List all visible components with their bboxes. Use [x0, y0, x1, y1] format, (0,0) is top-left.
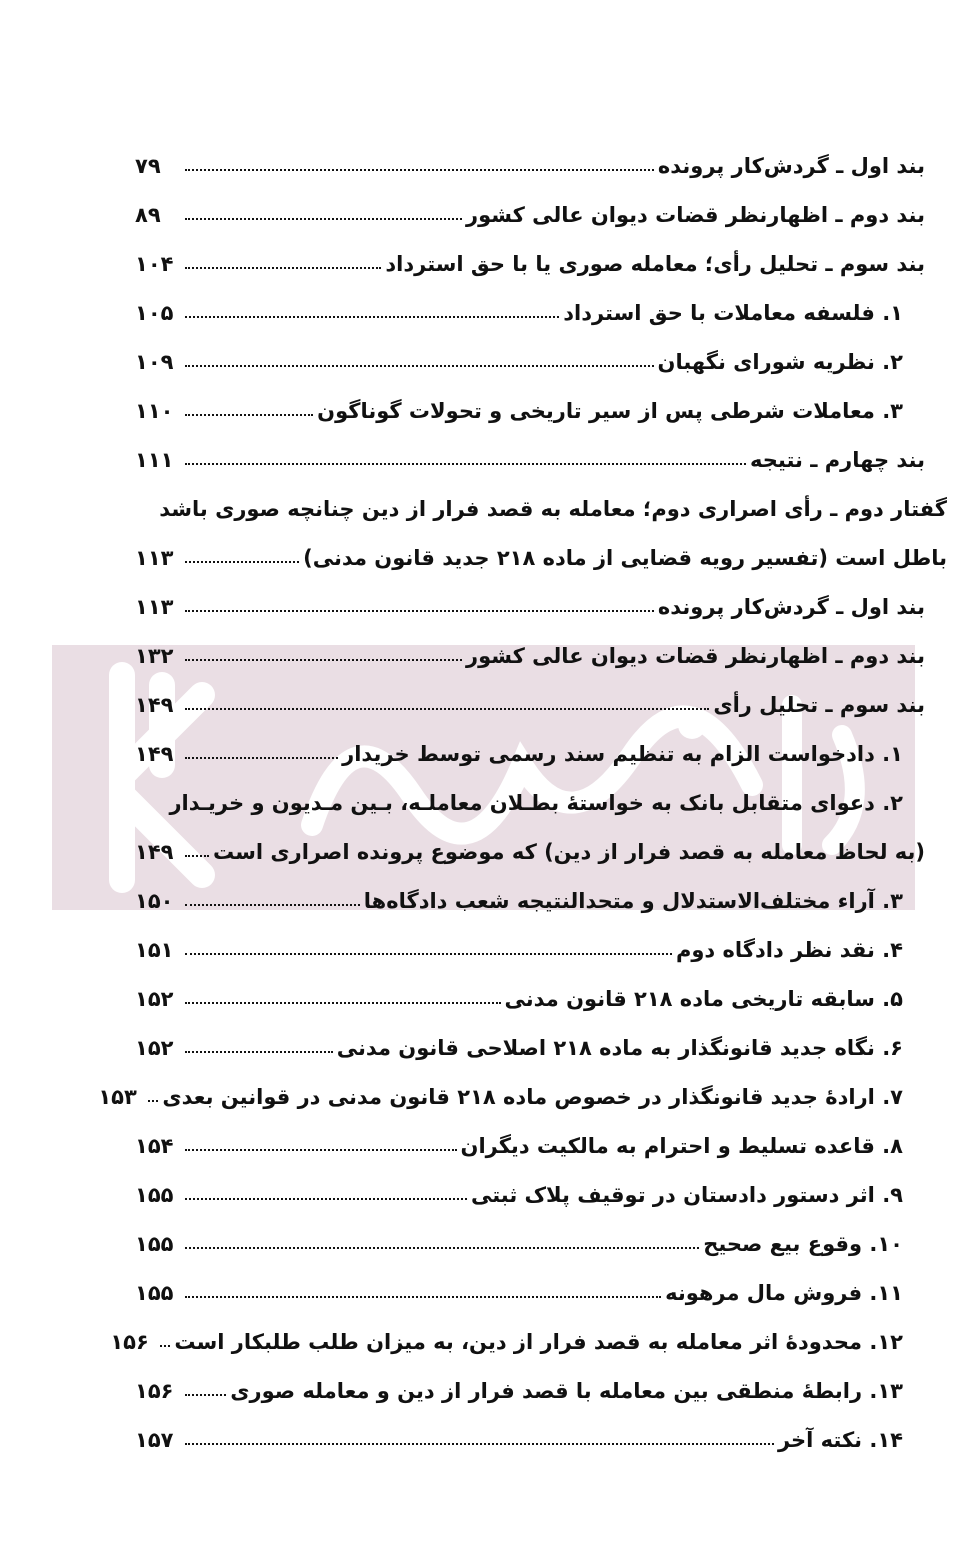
leader-dots [185, 1443, 774, 1445]
toc-title: بند اول ـ گردش‌کار پرونده [657, 595, 925, 619]
leader-dots [185, 169, 654, 171]
toc-page: ۱۴۹ [135, 840, 174, 864]
toc-title: ۳. معاملات شرطی پس از سیر تاریخی و تحولات گوناگون [317, 399, 903, 423]
toc-title: ۱۰. وقوع بیع صحیح [703, 1232, 903, 1256]
leader-dots [185, 1051, 333, 1053]
toc-page: ۱۰۴ [135, 252, 174, 276]
toc-title: ۱۳. رابطهٔ منطقی بین معامله با قصد فرار از دین و معامله صوری [230, 1379, 903, 1403]
leader-dots [185, 463, 746, 465]
toc-title: بند سوم ـ تحلیل رأی؛ معامله صوری یا با حق استرداد [385, 252, 925, 276]
toc-wrapped-title-line: گفتار دوم ـ رأی اصراری دوم؛ معامله به قصد فرار از دین چنانچه صوری باشد [159, 497, 947, 521]
toc-entry [135, 373, 925, 422]
leader-dots [185, 708, 709, 710]
leader-dots [185, 316, 559, 318]
toc-entry [135, 863, 925, 912]
leader-dots [185, 1002, 501, 1004]
toc-entry [135, 618, 925, 667]
toc-title: (به لحاظ معامله به قصد فرار از دین) که موضوع پرونده اصراری است [213, 840, 925, 864]
toc-title: بند چهارم ـ نتیجه [750, 448, 925, 472]
toc-entry [135, 1353, 925, 1402]
toc-page: ۱۴۹ [135, 693, 174, 717]
toc-title: ۴. نقد نظر دادگاه دوم [675, 938, 903, 962]
toc-entry [135, 1206, 925, 1255]
toc-entry [98, 1059, 925, 1109]
toc-entry [135, 814, 925, 863]
toc-page: ۱۵۰ [135, 889, 174, 913]
leader-dots [185, 904, 360, 906]
leader-dots [185, 757, 338, 759]
leader-dots [160, 1345, 170, 1347]
leader-dots [185, 1247, 699, 1249]
toc-title: باطل است (تفسیر رویه قضایی از ماده ۲۱۸ جدید قانون مدنی) [303, 546, 947, 570]
toc-title: ۲. نظریه شورای نگهبان [657, 350, 903, 374]
toc-entry [135, 1010, 925, 1059]
toc-title: ۱۴. نکته آخر [777, 1428, 903, 1452]
toc-title: بند سوم ـ تحلیل رأی [713, 693, 925, 717]
toc-page: ۱۵۶ [135, 1379, 174, 1403]
leader-dots [185, 659, 462, 661]
toc-page: ۱۵۶ [110, 1330, 149, 1354]
toc-page: ۱۳۲ [135, 644, 174, 668]
toc-entry [135, 128, 925, 177]
leader-dots [185, 365, 654, 367]
leader-dots [185, 1198, 467, 1200]
toc-page: ۱۱۳ [135, 546, 174, 570]
toc-page: ۱۵۷ [135, 1428, 174, 1452]
toc-title: ۱. فلسفه معاملات با حق استرداد [563, 301, 903, 325]
toc-page: ۱۵۵ [135, 1281, 174, 1305]
leader-dots [185, 1149, 457, 1151]
toc-entry [135, 1108, 925, 1157]
leader-dots [185, 218, 462, 220]
toc-entry [110, 1304, 925, 1354]
toc-entry [135, 1402, 925, 1451]
toc-page: ۱۱۰ [135, 399, 174, 423]
toc-page: ۱۵۲ [135, 987, 174, 1011]
toc-title: ۱. دادخواست الزام به تنظیم سند رسمی توسط خریدار [342, 742, 903, 766]
toc-title: ۱۲. محدودهٔ اثر معامله به قصد فرار از دین، به میزان طلب طلبکار است [174, 1330, 903, 1354]
toc-title: ۷. ارادهٔ جدید قانونگذار در خصوص ماده ۲۱۸ قانون مدنی در قوانین بعدی [162, 1085, 903, 1109]
toc-entry [135, 520, 947, 569]
leader-dots [185, 1394, 226, 1396]
toc-wrapped-title-line: ۲. دعوای متقابل بانک به خواستهٔ بطـلان معاملـه، بـین مـدیون و خریـدار [169, 791, 903, 815]
toc-title: ۸. قاعده تسلیط و احترام به مالکیت دیگران [460, 1134, 903, 1158]
toc-title: ۵. سابقه تاریخی ماده ۲۱۸ قانون مدنی [504, 987, 903, 1011]
leader-dots [185, 561, 299, 563]
toc-title: ۶. نگاه جدید قانونگذار به ماده ۲۱۸ اصلاحی قانون مدنی [336, 1036, 903, 1060]
leader-dots [185, 855, 209, 857]
toc-title: ۳. آراء مختلف‌الاستدلال و متحدالنتیجه شعب دادگاه‌ها [363, 889, 903, 913]
leader-dots [148, 1100, 158, 1102]
toc-title: ۱۱. فروش مال مرهونه [665, 1281, 903, 1305]
toc-entry [135, 716, 925, 765]
toc-entry [135, 1255, 925, 1304]
toc-page: ۱۵۲ [135, 1036, 174, 1060]
toc-title: ۹. اثر دستور دادستان در توقیف پلاک ثبتی [470, 1183, 903, 1207]
table-of-contents [98, 128, 947, 1452]
toc-title: بند دوم ـ اظهارنظر قضات دیوان عالی کشور [466, 203, 925, 227]
toc-page: ۱۵۵ [135, 1232, 174, 1256]
toc-page: ۱۵۴ [135, 1134, 174, 1158]
toc-entry [135, 912, 925, 961]
leader-dots [185, 267, 381, 269]
toc-page: ۱۰۵ [135, 301, 174, 325]
toc-entry [135, 667, 925, 716]
toc-page: ۱۰۹ [135, 350, 174, 374]
toc-entry [135, 961, 925, 1010]
toc-page: ۱۱۱ [135, 448, 174, 472]
toc-entry [135, 1157, 925, 1206]
toc-page: ۱۵۳ [98, 1085, 137, 1109]
toc-entry [135, 226, 925, 275]
toc-entry [135, 569, 925, 618]
toc-page: ۱۴۹ [135, 742, 174, 766]
toc-entry [135, 275, 925, 324]
leader-dots [185, 610, 654, 612]
toc-page: ۱۱۳ [135, 595, 174, 619]
toc-title: بند دوم ـ اظهارنظر قضات دیوان عالی کشور [466, 644, 925, 668]
toc-page: ۱۵۱ [135, 938, 174, 962]
toc-entry [135, 177, 925, 226]
toc-page: ۱۵۵ [135, 1183, 174, 1207]
toc-page: ۸۹ [135, 203, 161, 227]
toc-page: ۷۹ [135, 154, 161, 178]
toc-entry [135, 324, 925, 373]
leader-dots [185, 953, 672, 955]
leader-dots [185, 414, 313, 416]
leader-dots [185, 1296, 661, 1298]
toc-entry [135, 422, 925, 471]
toc-title: بند اول ـ گردش‌کار پرونده [657, 154, 925, 178]
